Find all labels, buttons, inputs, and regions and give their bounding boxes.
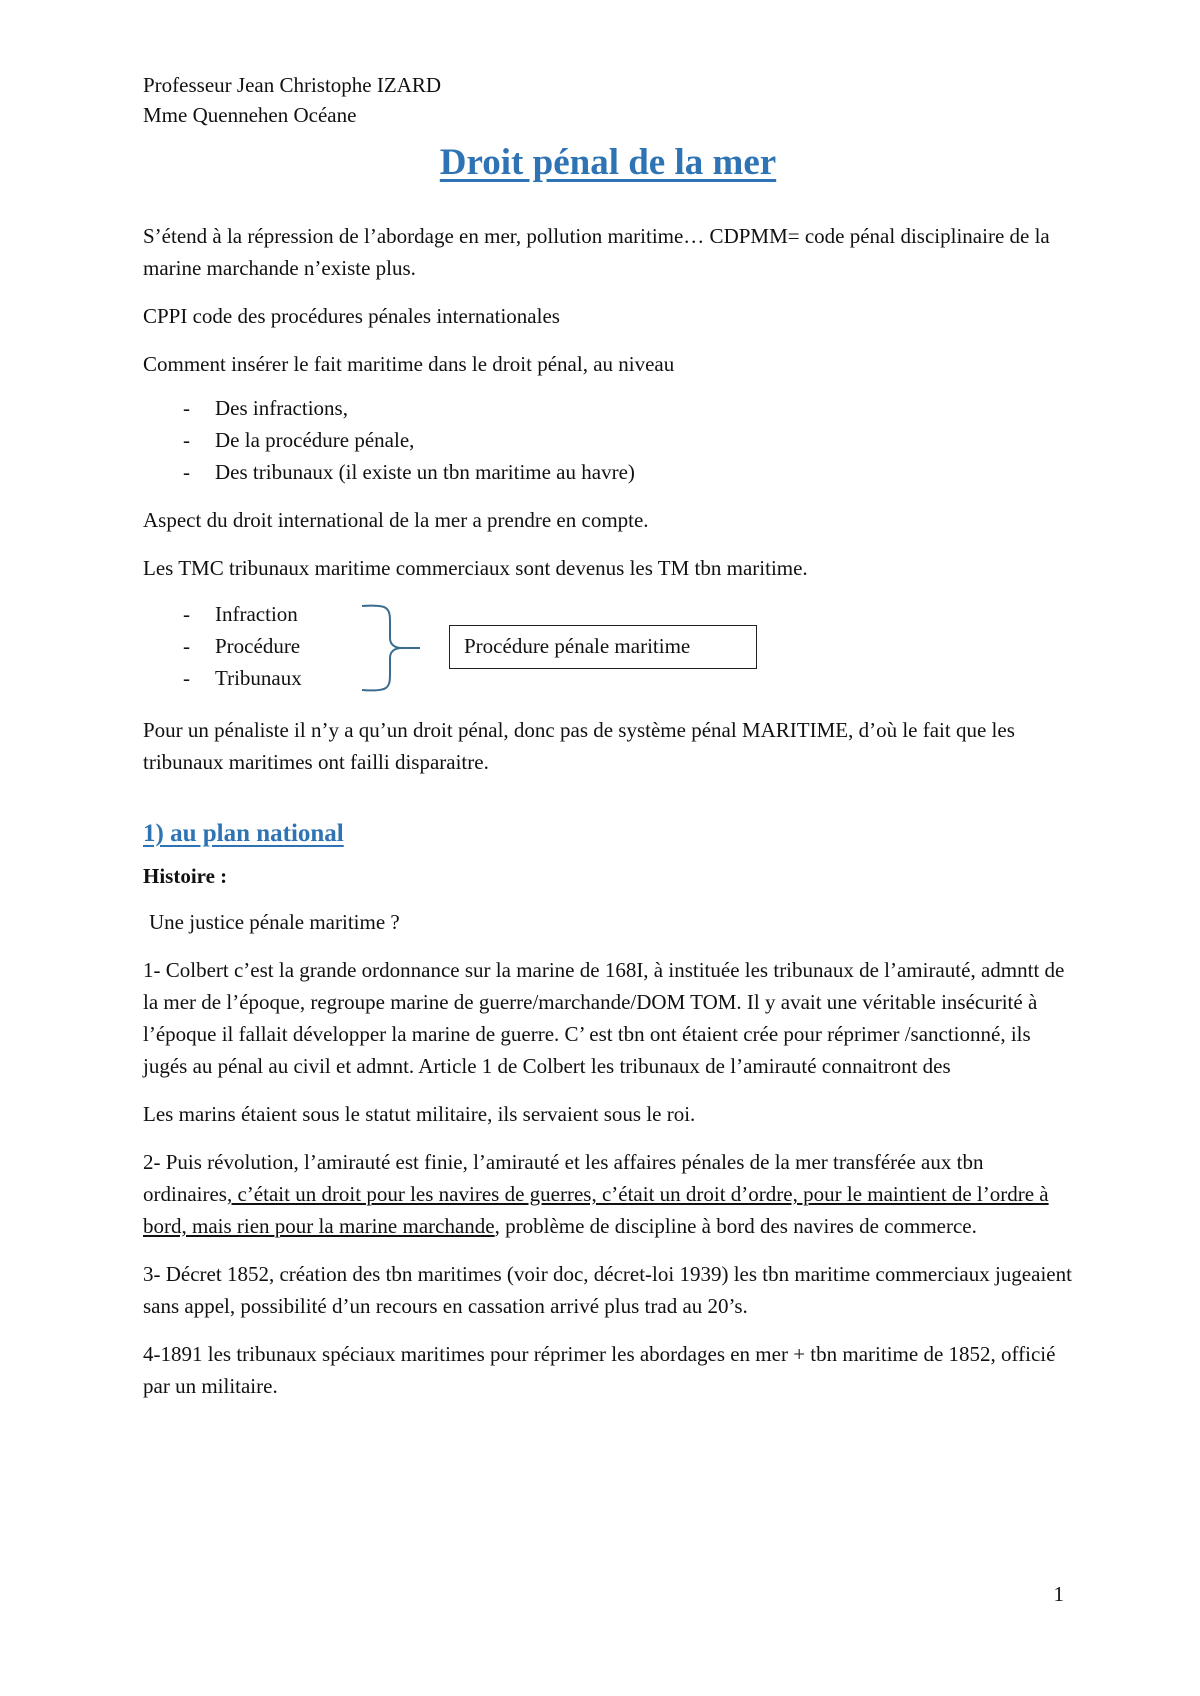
- intro-paragraph-2: CPPI code des procédures pénales internationales: [143, 304, 560, 328]
- curly-bracket-icon: [360, 598, 450, 698]
- history-item-4: 4-1891 les tribunaux spéciaux maritimes pour réprimer les abordages en mer + tbn maritime de 1852, officié par un militaire.: [143, 1342, 1056, 1398]
- intro-paragraph-5: Les TMC tribunaux maritime commerciaux sont devenus les TM tbn maritime.: [143, 556, 808, 580]
- list-item: - Infraction: [183, 602, 298, 626]
- list-item: - Procédure: [183, 634, 301, 658]
- subheading-histoire: Histoire :: [143, 864, 228, 888]
- item-2-start: 2- Puis révolution, l’amirauté est finie, l’amirauté et les affaires pénales de la mer transférée aux tbn ordinaires: [143, 1150, 984, 1206]
- intro-paragraph-6: Pour un pénaliste il n’y a qu’un droit pénal, donc pas de système pénal MARITIME, d’où le fait que les tribunaux maritimes ont failli disparaitre.: [143, 718, 1015, 774]
- list-item: - Des infractions,: [183, 396, 348, 420]
- author-line-professor: Professeur Jean Christophe IZARD: [143, 73, 442, 97]
- procedure-box: Procédure pénale maritime: [449, 625, 757, 669]
- document-body: [143, 70, 1073, 1418]
- history-item-1: 1- Colbert c’est la grande ordonnance sur la marine de 168I, à instituée les tribunaux de l’amirauté, admntt de la mer de l’époque, regroupe marine de guerre/marchande/DOM TOM. Il y avait une véritable insécurité à l’époque il fallait développer la marine de guerre. C’ est tbn ont étaient crée pour réprimer /sanctionné, ils jugés au pénal au civil et admnt. Article 1 de Colbert les tribunaux de l’amirauté connaitront des: [143, 958, 1065, 1078]
- section-heading: 1) au plan national: [143, 820, 344, 847]
- list-item: - De la procédure pénale,: [183, 428, 415, 452]
- levels-list: [143, 392, 1073, 488]
- list-item: - Des tribunaux (il existe un tbn maritime au havre): [183, 460, 635, 484]
- author-block: [143, 70, 1073, 130]
- page-number: 1: [1053, 1582, 1064, 1606]
- document-title: Droit pénal de la mer: [439, 142, 777, 183]
- history-item-1b: Les marins étaient sous le statut militaire, ils servaient sous le roi.: [143, 1102, 696, 1126]
- intro-paragraph-3: Comment insérer le fait maritime dans le droit pénal, au niveau: [143, 352, 675, 376]
- history-item-3: 3- Décret 1852, création des tbn maritimes (voir doc, décret-loi 1939) les tbn maritime commerciaux jugeaient sans appel, possibilité d’un recours en cassation arrivé plus trad au 20’s.: [143, 1262, 1072, 1318]
- bracket-diagram: [143, 598, 1073, 698]
- history-item-2: [143, 1146, 1073, 1242]
- item-2-underlined: , c’était un droit pour les navires de guerres, c’était un droit d’ordre, pour le maintient de l’ordre à bord, mais rien pour la marine marchande: [143, 1182, 1049, 1238]
- author-line-student: Mme Quennehen Océane: [143, 103, 357, 127]
- list-item: - Tribunaux: [183, 666, 302, 690]
- intro-paragraph-4: Aspect du droit international de la mer a prendre en compte.: [143, 508, 649, 532]
- intro-paragraph-1: S’étend à la répression de l’abordage en mer, pollution maritime… CDPMM= code pénal disciplinaire de la marine marchande n’existe plus.: [143, 224, 1050, 280]
- question-paragraph: Une justice pénale maritime ?: [149, 910, 400, 934]
- item-2-end: , problème de discipline à bord des navires de commerce.: [494, 1214, 977, 1238]
